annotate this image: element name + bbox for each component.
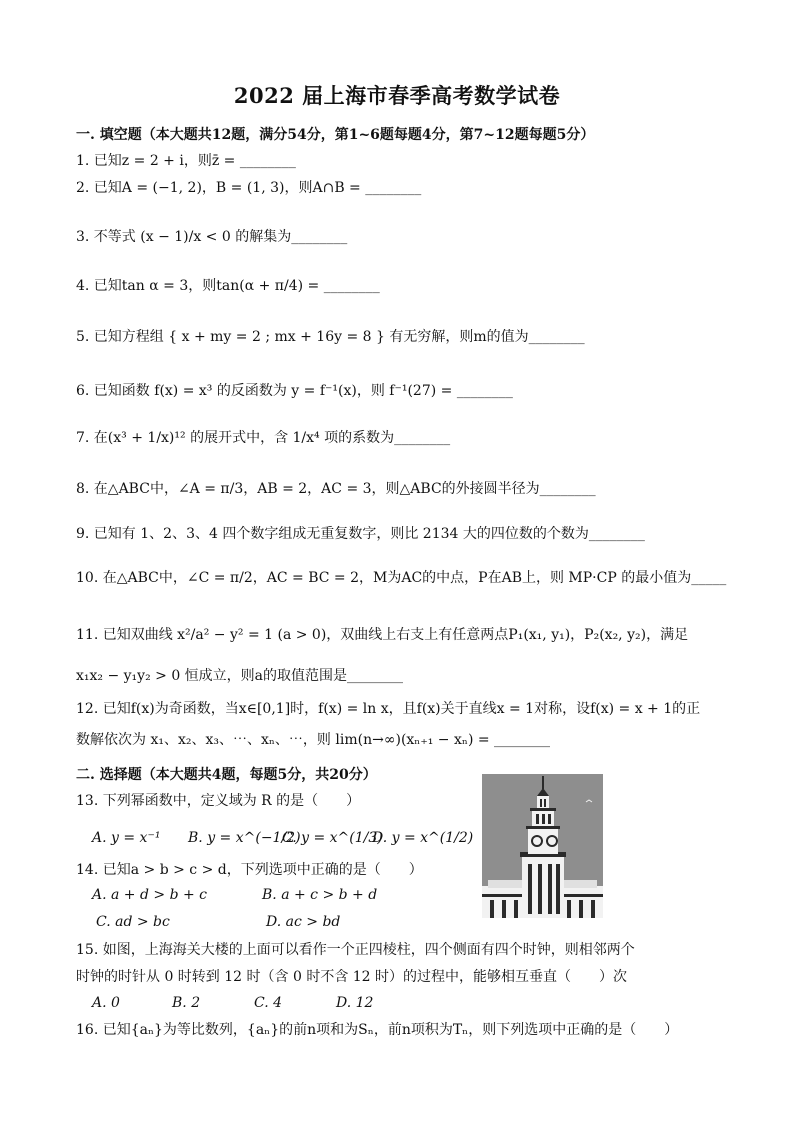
q13-option-a: A. y = x⁻¹: [92, 830, 161, 846]
question-8: 8. 在△ABC中，∠A = π/3，AB = 2，AC = 3，则△ABC的外接圆半径为________: [76, 481, 596, 497]
clock-tower-illustration: [482, 774, 603, 918]
question-10: 10. 在△ABC中，∠C = π/2，AC = BC = 2，M为AC的中点，P在AB上，则 MP·CP 的最小值为_____: [76, 570, 727, 586]
q15-option-c: C. 4: [254, 995, 283, 1011]
question-2: 2. 已知A = (−1, 2)，B = (1, 3)，则A∩B = ________: [76, 180, 422, 196]
question-3: 3. 不等式 (x − 1)/x < 0 的解集为________: [76, 229, 348, 245]
question-9: 9. 已知有 1、2、3、4 四个数字组成无重复数字，则比 2134 大的四位数的个数为________: [76, 526, 645, 542]
question-12-line2: 数解依次为 x₁、x₂、x₃、⋯、xₙ、⋯，则 lim(n→∞)(xₙ₊₁ − xₙ) = ________: [76, 732, 551, 748]
q15-option-b: B. 2: [172, 995, 201, 1011]
q14-option-b: B. a + c > b + d: [262, 887, 378, 903]
q13-option-b: B. y = x^(−1/2): [188, 830, 301, 846]
page-title: 2022 届上海市春季高考数学试卷: [233, 83, 561, 108]
question-6: 6. 已知函数 f(x) = x³ 的反函数为 y = f⁻¹(x)，则 f⁻¹(27) = ________: [76, 383, 513, 399]
q13-option-c: C. y = x^(1/3): [282, 830, 383, 846]
question-7: 7. 在(x³ + 1/x)¹² 的展开式中，含 1/x⁴ 项的系数为________: [76, 430, 451, 446]
section-choice-heading: 二. 选择题（本大题共4题，每题5分，共20分）: [76, 767, 377, 783]
question-5: 5. 已知方程组 { x + my = 2 ; mx + 16y = 8 } 有无穷解，则m的值为________: [76, 329, 585, 345]
question-14: 14. 已知a > b > c > d，下列选项中正确的是（ ）: [76, 862, 423, 878]
q14-option-a: A. a + d > b + c: [92, 887, 208, 903]
question-11-line1: 11. 已知双曲线 x²/a² − y² = 1 (a > 0)，双曲线上右支上有任意两点P₁(x₁, y₁)，P₂(x₂, y₂)，满足: [76, 627, 689, 643]
q15-option-a: A. 0: [92, 995, 120, 1011]
question-15-line2: 时钟的时针从 0 时转到 12 时（含 0 时不含 12 时）的过程中，能够相互垂直（ ）次: [76, 969, 628, 985]
question-1: 1. 已知z = 2 + i，则z̄ = ________: [76, 153, 296, 169]
question-4: 4. 已知tan α = 3，则tan(α + π/4) = ________: [76, 278, 380, 294]
q13-option-d: D. y = x^(1/2): [372, 830, 474, 846]
question-11-line2: x₁x₂ − y₁y₂ > 0 恒成立，则a的取值范围是________: [76, 668, 404, 684]
customs-house-photo: [482, 774, 603, 918]
q14-option-c: C. ad > bc: [96, 914, 170, 930]
section-fill-blank-heading: 一. 填空题（本大题共12题，满分54分，第1~6题每题4分，第7~12题每题5分）: [76, 127, 595, 143]
question-13: 13. 下列幂函数中，定义域为 R 的是（ ）: [76, 793, 361, 809]
question-15-line1: 15. 如图，上海海关大楼的上面可以看作一个正四棱柱，四个侧面有四个时钟，则相邻两个: [76, 942, 635, 958]
q15-option-d: D. 12: [336, 995, 374, 1011]
question-12-line1: 12. 已知f(x)为奇函数，当x∈[0,1]时，f(x) = ln x，且f(x)关于直线x = 1对称，设f(x) = x + 1的正: [76, 701, 701, 717]
question-16: 16. 已知{aₙ}为等比数列，{aₙ}的前n项和为Sₙ，前n项积为Tₙ，则下列选项中正确的是（ ）: [76, 1022, 679, 1038]
q14-option-d: D. ac > bd: [266, 914, 341, 930]
